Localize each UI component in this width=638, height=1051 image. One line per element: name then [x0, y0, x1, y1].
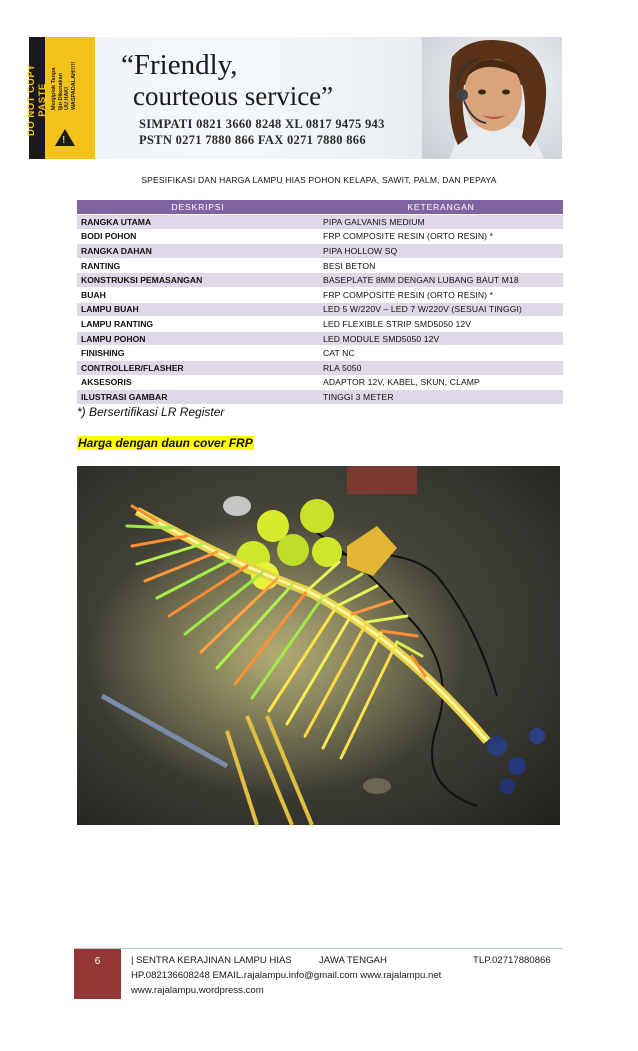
certification-note: *) Bersertifikasi LR Register [77, 405, 225, 419]
row-value: ADAPTOR 12V, KABEL, SKUN, CLAMP [319, 375, 563, 390]
warning-text: Menjiplak Tanpa Ijin Dikenakan UU HAKI WASPADALAH!!!!! [51, 61, 77, 110]
table-row [77, 287, 563, 302]
row-label: BODI POHON [77, 229, 319, 244]
row-label: BUAH [77, 287, 319, 302]
row-label: RANGKA UTAMA [77, 215, 319, 230]
contact-line2: PSTN 0271 7880 866 FAX 0271 7880 866 [139, 133, 366, 147]
row-label: FINISHING [77, 346, 319, 361]
row-value: BESI BETON [319, 258, 563, 273]
footer-website: www.rajalampu.wordpress.com [131, 985, 264, 996]
document-title: SPESIFIKASI DAN HARGA LAMPU HIAS POHON KELAPA, SAWIT, PALM, DAN PEPAYA [141, 175, 497, 185]
table-row [77, 273, 563, 288]
slogan-line2: courteous service” [133, 81, 334, 111]
row-label: CONTROLLER/FLASHER [77, 360, 319, 375]
row-label: LAMPU RANTING [77, 317, 319, 332]
row-label: ILUSTRASI GAMBAR [77, 390, 319, 404]
table-row [77, 258, 563, 273]
footer-company: | SENTRA KERAJINAN LAMPU HIAS [131, 955, 292, 966]
table-row [77, 244, 563, 259]
row-value: RLA 5050 [319, 360, 563, 375]
exclamation-icon: ! [62, 135, 66, 146]
row-label: AKSESORIS [77, 375, 319, 390]
spec-table [77, 200, 563, 404]
row-value: PIPA HOLLOW SQ [319, 244, 563, 259]
slogan-line1: “Friendly, [121, 49, 238, 81]
table-row [77, 360, 563, 375]
table-row [77, 346, 563, 361]
table-header-row [77, 200, 563, 215]
row-value: FRP COMPOSITE RESIN (ORTO RESIN) * [319, 287, 563, 302]
row-value: TINGGI 3 METER [319, 390, 563, 404]
table-row [77, 375, 563, 390]
table-row [77, 215, 563, 230]
column-header-deskripsi: DESKRIPSI [77, 200, 319, 215]
customer-service-agent-photo [422, 37, 562, 159]
row-value: BASEPLATE 8MM DENGAN LUBANG BAUT M18 [319, 273, 563, 288]
row-value: LED MODULE SMD5050 12V [319, 331, 563, 346]
row-label: RANGKA DAHAN [77, 244, 319, 259]
footer-contacts: HP.082136608248 EMAIL.rajalampu.info@gmail.com www.rajalampu.net [131, 970, 442, 981]
table-row [77, 317, 563, 332]
row-label: LAMPU BUAH [77, 302, 319, 317]
price-heading-highlight: Harga dengan daun cover FRP [78, 436, 253, 450]
contact-line1: SIMPATI 0821 3660 8248 XL 0817 9475 943 [139, 117, 385, 131]
row-label: LAMPU POHON [77, 331, 319, 346]
footer-divider [74, 948, 563, 949]
row-value: PIPA GALVANIS MEDIUM [319, 215, 563, 230]
table-row [77, 229, 563, 244]
header-banner [26, 37, 559, 159]
warning-title: DO NOT COPY PASTE [26, 64, 48, 137]
column-header-keterangan: KETERANGAN [319, 200, 563, 215]
row-value: CAT NC [319, 346, 563, 361]
table-row [77, 390, 563, 404]
palm-leaf-lamp-photo [77, 466, 560, 825]
page-number: 6 [94, 956, 101, 967]
row-value: FRP COMPOSITE RESIN (ORTO RESIN) * [319, 229, 563, 244]
row-value: LED 5 W/220V – LED 7 W/220V (SESUAI TINGGI) [319, 302, 563, 317]
row-label: RANTING [77, 258, 319, 273]
row-value: LED FLEXIBLE STRIP SMD5050 12V [319, 317, 563, 332]
row-label: KONSTRUKSI PEMASANGAN [77, 273, 319, 288]
footer-region: JAWA TENGAH [319, 955, 387, 966]
footer-phone: TLP.02717880866 [473, 955, 551, 966]
table-row [77, 302, 563, 317]
page-number-box [74, 949, 121, 999]
table-row [77, 331, 563, 346]
